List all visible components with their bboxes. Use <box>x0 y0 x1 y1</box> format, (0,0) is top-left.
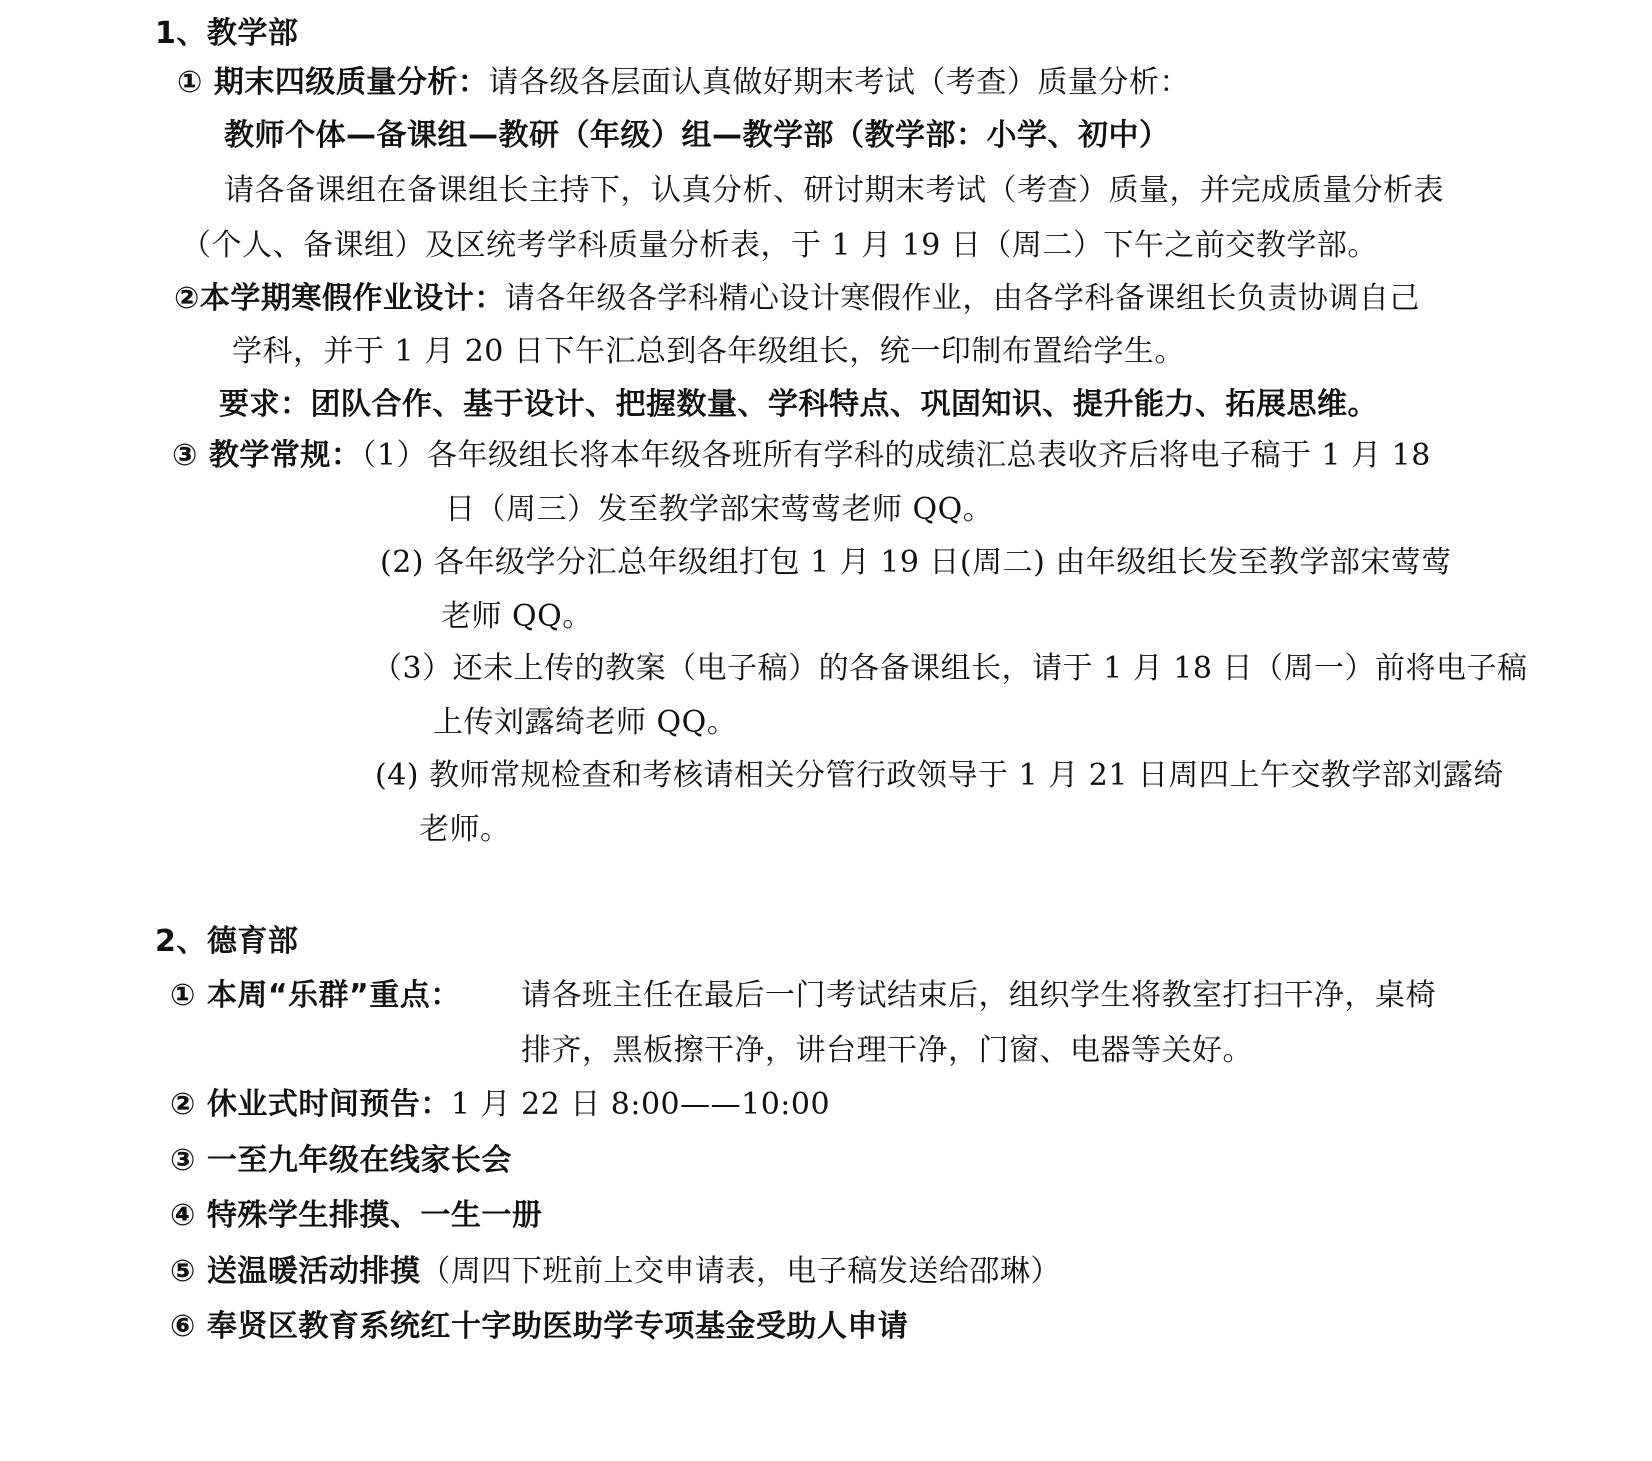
jiaoxue-item1-paragraph-1: 请各备课组在备课组长主持下，认真分析、研讨期末考试（考查）质量，并完成质量分析表 <box>224 173 1444 208</box>
section-heading-deyu: 2、德育部 <box>155 924 299 959</box>
jiaoxue-item3-sub2b: 老师 QQ。 <box>441 599 593 634</box>
deyu-item2-line <box>170 1085 830 1125</box>
deyu-item3-title: ③ 一至九年级在线家长会 <box>170 1143 512 1178</box>
jiaoxue-item3-sub1a: （1）各年级组长将本年级各班所有学科的成绩汇总表收齐后将电子稿于 1 月 18 <box>361 438 1431 473</box>
jiaoxue-item2-title: ②本学期寒假作业设计： <box>174 281 505 316</box>
jiaoxue-item2-line <box>174 279 1420 319</box>
jiaoxue-item3-sub2a: (2) 各年级学分汇总年级组打包 1 月 19 日(周二) 由年级组长发至教学部宋莺莺 <box>380 545 1452 580</box>
jiaoxue-item2-text-2: 学科，并于 1 月 20 日下午汇总到各年级组长，统一印制布置给学生。 <box>232 334 1185 369</box>
jiaoxue-item3-title: ③ 教学常规： <box>172 438 362 473</box>
deyu-item2-text: 1 月 22 日 8:00——10:00 <box>450 1087 831 1122</box>
jiaoxue-item3-sub3b: 上传刘露绮老师 QQ。 <box>433 705 738 740</box>
jiaoxue-item3-line <box>172 436 1431 476</box>
jiaoxue-item3-sub4a: (4) 教师常规检查和考核请相关分管行政领导于 1 月 21 日周四上午交教学部刘露绮 <box>375 758 1504 793</box>
deyu-item2-title: ② 休业式时间预告： <box>170 1087 451 1122</box>
jiaoxue-item2-requirement: 要求：团队合作、基于设计、把握数量、学科特点、巩固知识、提升能力、拓展思维。 <box>219 387 1378 422</box>
jiaoxue-item2-text: 请各年级各学科精心设计寒假作业，由各学科备课组长负责协调自己 <box>504 281 1420 316</box>
deyu-item1-text-2: 排齐，黑板擦干净，讲台理干净，门窗、电器等关好。 <box>521 1033 1253 1068</box>
jiaoxue-item3-sub4b: 老师。 <box>419 812 511 847</box>
deyu-item5-text: （周四下班前上交申请表，电子稿发送给邵琳） <box>420 1254 1061 1289</box>
jiaoxue-item3-sub1b: 日（周三）发至教学部宋莺莺老师 QQ。 <box>445 492 994 527</box>
jiaoxue-item3-sub3a: （3）还未上传的教案（电子稿）的各备课组长，请于 1 月 18 日（周一）前将电子稿 <box>372 651 1528 686</box>
deyu-item5-title: ⑤ 送温暖活动排摸 <box>170 1254 421 1289</box>
deyu-item4-title: ④ 特殊学生排摸、一生一册 <box>170 1198 543 1233</box>
deyu-item6-title: ⑥ 奉贤区教育系统红十字助医助学专项基金受助人申请 <box>170 1309 909 1344</box>
section-heading-jiaoxue: 1、教学部 <box>155 16 299 51</box>
jiaoxue-item1-text: 请各级各层面认真做好期末考试（考查）质量分析： <box>488 65 1190 100</box>
deyu-item1-line <box>170 976 461 1016</box>
jiaoxue-item1-title: ① 期末四级质量分析： <box>177 65 489 100</box>
jiaoxue-item1-paragraph-2: （个人、备课组）及区统考学科质量分析表，于 1 月 19 日（周二）下午之前交教学部。 <box>181 228 1378 263</box>
jiaoxue-item1-line <box>177 63 1190 103</box>
deyu-item1-text: 请各班主任在最后一门考试结束后，组织学生将教室打扫干净，桌椅 <box>521 978 1436 1013</box>
deyu-item1-title: ① 本周“乐群”重点： <box>170 978 461 1013</box>
deyu-item5-line <box>170 1252 1061 1292</box>
jiaoxue-item1-chain: 教师个体—备课组—教研（年级）组—教学部（教学部：小学、初中） <box>224 118 1170 153</box>
